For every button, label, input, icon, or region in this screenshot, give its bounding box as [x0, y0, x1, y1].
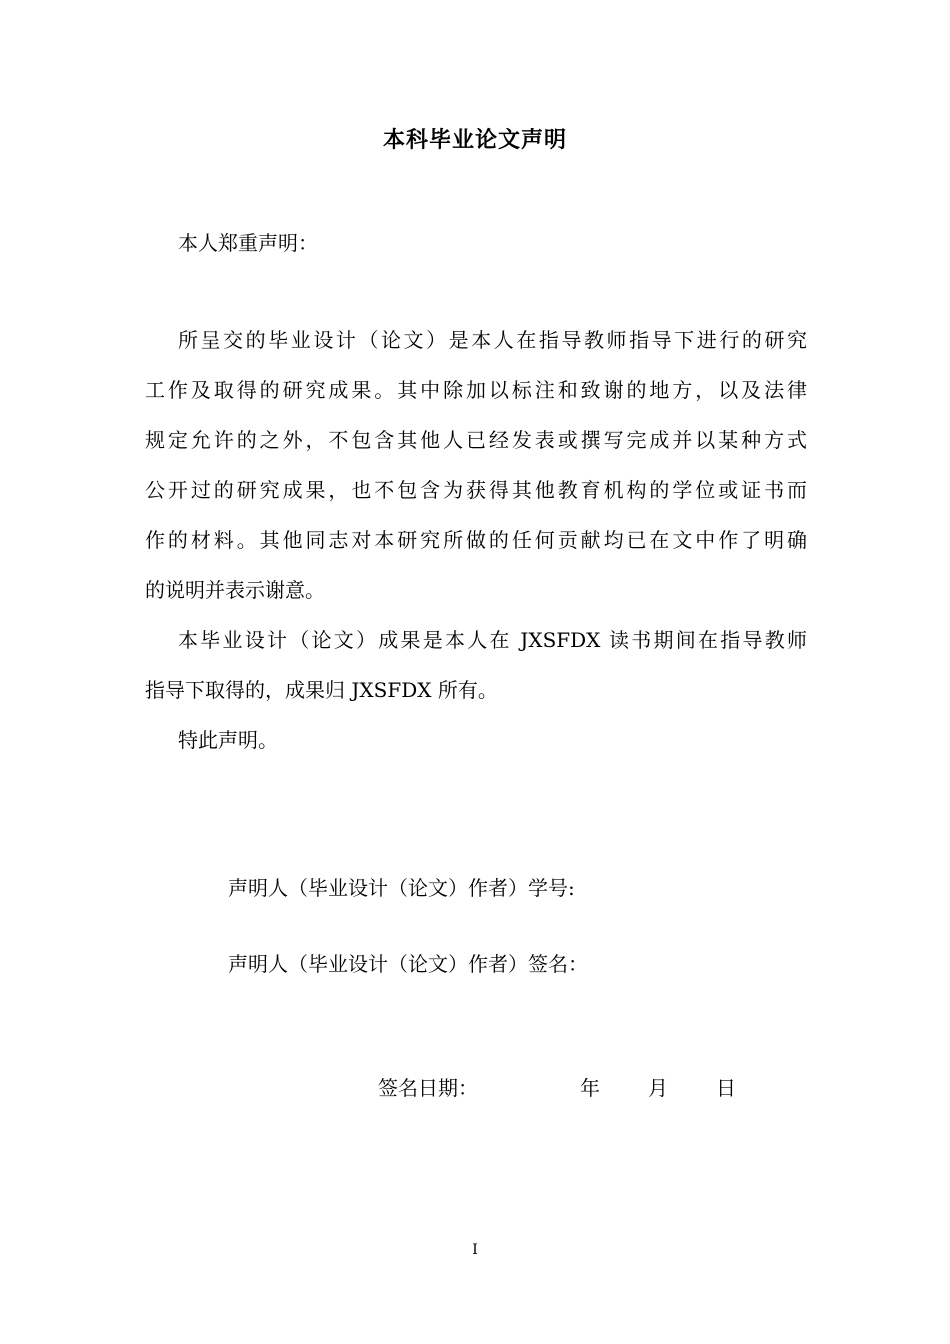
paragraph2-line: 指导下取得的，成果归 JXSFDX 所有。: [145, 678, 498, 702]
date-month-label: 月: [648, 1076, 668, 1100]
date-year-label: 年: [580, 1076, 600, 1100]
paragraph1-line: 的说明并表示谢意。: [145, 578, 325, 602]
salutation: 本人郑重声明：: [178, 231, 318, 255]
declaration-body: [145, 325, 807, 775]
page-title: 本科毕业论文声明: [382, 128, 567, 153]
signature-date-label: 签名日期：: [378, 1076, 478, 1100]
date-day-label: 日: [716, 1076, 736, 1100]
signature-label: 声明人（毕业设计（论文）作者）签名：: [228, 952, 588, 976]
page-number: I: [472, 1242, 478, 1258]
paragraph1-line: 所呈交的毕业设计（论文）是本人在指导教师指导下进行的研究: [178, 328, 807, 352]
student-id-label: 声明人（毕业设计（论文）作者）学号:: [228, 876, 575, 900]
paragraph2-line: 本毕业设计（论文）成果是本人在 JXSFDX 读书期间在指导教师: [178, 628, 807, 652]
closing-line: 特此声明。: [178, 728, 278, 752]
paragraph1-line: 规定允许的之外，不包含其他人已经发表或撰写完成并以某种方式: [145, 428, 807, 452]
paragraph1-line: 公开过的研究成果，也不包含为获得其他教育机构的学位或证书而: [145, 478, 807, 502]
paragraph1-line: 工作及取得的研究成果。其中除加以标注和致谢的地方，以及法律: [145, 378, 807, 402]
paragraph1-line: 作的材料。其他同志对本研究所做的任何贡献均已在文中作了明确: [145, 528, 807, 552]
